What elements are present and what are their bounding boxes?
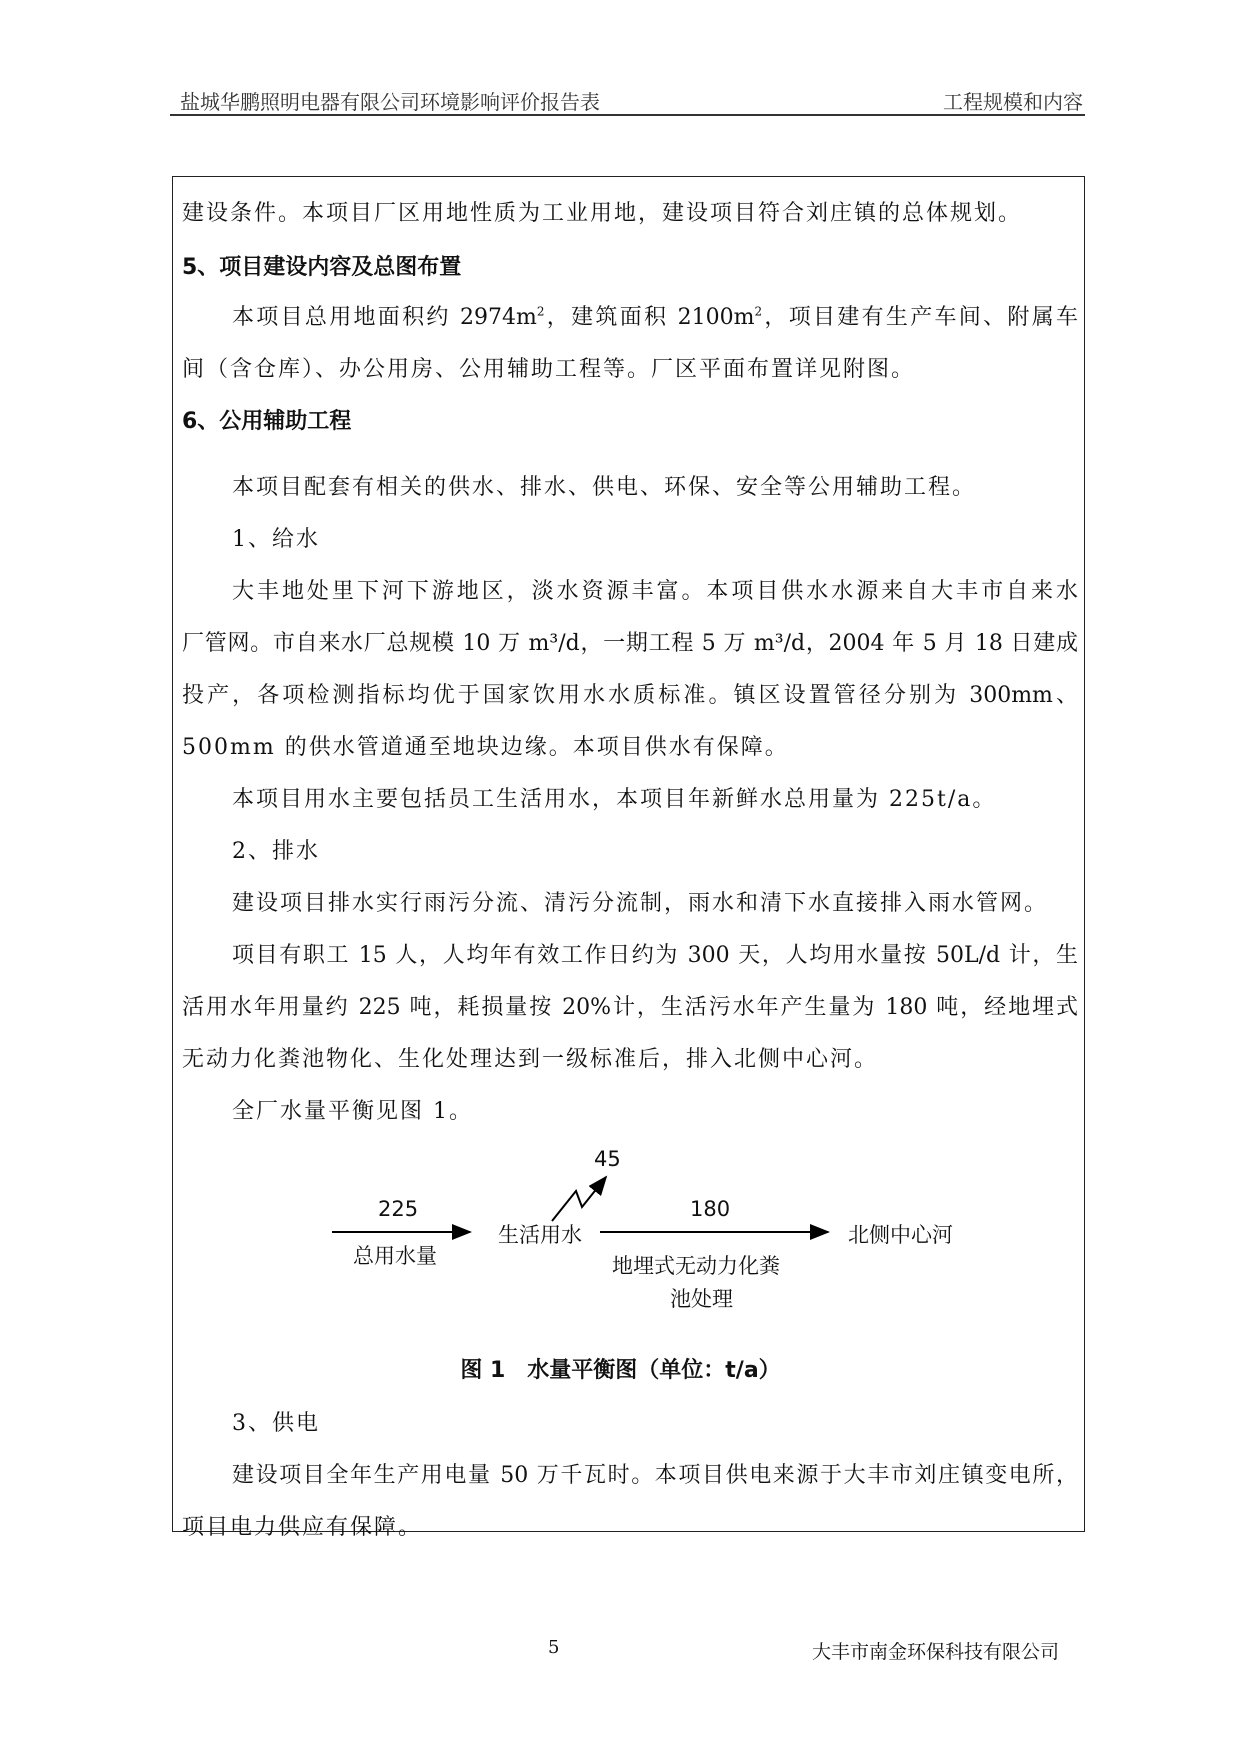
paragraph-area [232, 300, 1078, 331]
drain-line-3: 活用水年用量约 225 吨，耗损量按 20%计，生活污水年产生量为 180 吨，经地埋式 [182, 995, 1078, 1020]
drain-line-5: 全厂水量平衡见图 1。 [232, 1099, 473, 1124]
area-text-a: 本项目总用地面积约 2974m [232, 305, 537, 330]
paragraph-utilities: 本项目配套有相关的供水、排水、供电、环保、安全等公用辅助工程。 [232, 475, 977, 500]
water-balance-diagram [320, 1135, 980, 1320]
power-line-1: 建设项目全年生产用电量 50 万千瓦时。本项目供电来源于大丰市刘庄镇变电所， [232, 1463, 1078, 1488]
water-line-2: 厂管网。市自来水厂总规模 10 万 m³/d，一期工程 5 万 m³/d，2004 年 5 月 18 日建成 [182, 631, 1078, 656]
header-title: 盐城华鹏照明电器有限公司环境影响评价报告表 [180, 90, 600, 114]
input-value: 225 [378, 1197, 419, 1221]
subheading-power: 3、供电 [232, 1411, 320, 1436]
footer-company: 大丰市南金环保科技有限公司 [811, 1641, 1059, 1663]
heading-section-6: 6、公用辅助工程 [182, 409, 352, 434]
header-divider [170, 114, 1085, 116]
output-value: 180 [690, 1197, 731, 1221]
water-line-5: 本项目用水主要包括员工生活用水，本项目年新鲜水总用量为 225t/a。 [232, 787, 997, 812]
subheading-water-supply: 1、给水 [232, 527, 320, 552]
paragraph-continue: 建设条件。本项目厂区用地性质为工业用地，建设项目符合刘庄镇的总体规划。 [182, 201, 1023, 226]
page-number: 5 [548, 1637, 560, 1658]
treatment-label-2: 池处理 [670, 1287, 733, 1311]
loss-value: 45 [594, 1147, 621, 1171]
area-text-c: ，项目建有生产车间、附属车 [762, 305, 1079, 330]
water-line-4: 500mm 的供水管道通至地块边缘。本项目供水有保障。 [182, 735, 789, 760]
input-label: 总用水量 [353, 1244, 437, 1268]
water-line-1: 大丰地处里下河下游地区，淡水资源丰富。本项目供水水源来自大丰市自来水 [232, 579, 1078, 604]
loss-arrow [552, 1177, 606, 1221]
area-sup-1: 2 [536, 304, 545, 319]
area-text-b: ，建筑面积 2100m [544, 305, 755, 330]
power-line-2: 项目电力供应有保障。 [182, 1515, 423, 1540]
figure-caption: 图 1 水量平衡图（单位：t/a） [460, 1358, 781, 1383]
header-section: 工程规模和内容 [943, 90, 1083, 114]
drain-line-2: 项目有职工 15 人，人均年有效工作日约为 300 天，人均用水量按 50L/d 计，生 [232, 943, 1078, 968]
treatment-label-1: 地埋式无动力化粪 [612, 1254, 780, 1278]
heading-section-5: 5、项目建设内容及总图布置 [182, 255, 462, 280]
target-river: 北侧中心河 [848, 1223, 953, 1247]
paragraph-area-cont: 间（含仓库）、办公用房、公用辅助工程等。厂区平面布置详见附图。 [182, 357, 916, 382]
drain-line-4: 无动力化粪池物化、生化处理达到一级标准后，排入北侧中心河。 [182, 1047, 879, 1072]
node-domestic-water: 生活用水 [498, 1223, 582, 1247]
subheading-drainage: 2、排水 [232, 839, 320, 864]
area-sup-2: 2 [754, 304, 763, 319]
water-line-3: 投产，各项检测指标均优于国家饮用水水质标准。镇区设置管径分别为 300mm、 [182, 683, 1078, 708]
drain-line-1: 建设项目排水实行雨污分流、清污分流制，雨水和清下水直接排入雨水管网。 [232, 891, 1049, 916]
